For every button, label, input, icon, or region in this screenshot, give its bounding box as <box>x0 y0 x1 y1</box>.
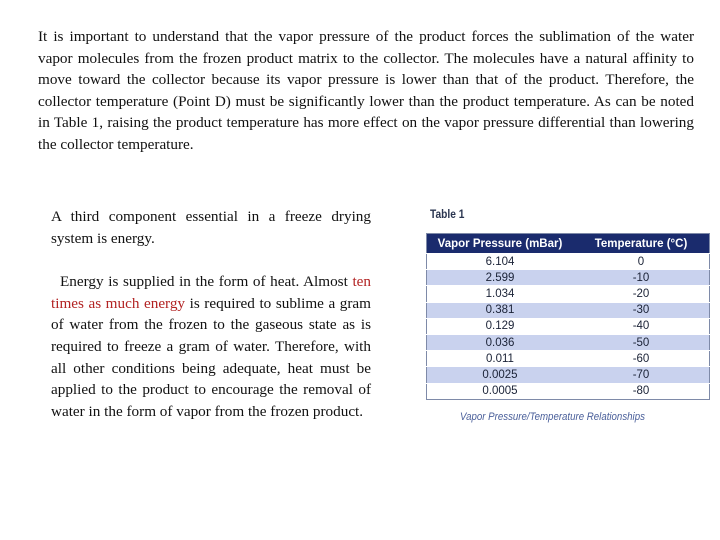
temperature-cell: -20 <box>573 286 710 302</box>
temperature-cell: -40 <box>573 318 710 334</box>
table-header-row <box>427 234 710 254</box>
energy-detail-text-start: Energy is supplied in the form of heat. Almost <box>60 273 353 291</box>
header-vapor-pressure: Vapor Pressure (mBar) <box>427 234 574 254</box>
header-temperature: Temperature (°C) <box>573 234 710 254</box>
vapor-pressure-table <box>426 233 710 400</box>
vapor-pressure-cell: 6.104 <box>427 254 574 270</box>
vapor-pressure-cell: 2.599 <box>427 270 574 286</box>
table-row <box>427 367 710 383</box>
energy-section <box>51 206 371 422</box>
table-row <box>427 302 710 318</box>
temperature-cell: -80 <box>573 383 710 399</box>
energy-highlight-text: ten times as much energy <box>51 273 371 312</box>
table-caption: Table 1 <box>430 207 465 221</box>
table-row <box>427 351 710 367</box>
intro-paragraph: It is important to understand that the vapor pressure of the product forces the sublimation of the water vapor molecules from the frozen product matrix to the collector. The molecules have a natural affinity to move toward the collector because its vapor pressure is lower than that of the product. Therefore, the collector temperature (Point D) must be significantly lower than the product temperature. As can be noted in Table 1, raising the product temperature has more effect on the vapor pressure differential than lowering the collector temperature. <box>38 28 694 153</box>
temperature-cell: -50 <box>573 334 710 350</box>
table-row <box>427 318 710 334</box>
table-row <box>427 254 710 270</box>
temperature-cell: -10 <box>573 270 710 286</box>
vapor-pressure-cell: 0.011 <box>427 351 574 367</box>
vapor-pressure-cell: 0.381 <box>427 302 574 318</box>
vapor-pressure-cell: 0.0005 <box>427 383 574 399</box>
temperature-cell: -70 <box>573 367 710 383</box>
table-row <box>427 334 710 350</box>
energy-detail-paragraph <box>51 271 371 422</box>
temperature-cell: 0 <box>573 254 710 270</box>
temperature-cell: -60 <box>573 351 710 367</box>
vapor-pressure-cell: 0.036 <box>427 334 574 350</box>
table-row <box>427 270 710 286</box>
vapor-pressure-cell: 0.129 <box>427 318 574 334</box>
energy-detail-text-end: is required to sublime a gram of water from the frozen to the gaseous state as is required to freeze a gram of water. Therefore, with all other conditions being adequate, heat must be applied to the product to encourage the removal of water in the form of vapor from the frozen product. <box>51 294 371 420</box>
energy-intro-paragraph: A third component essential in a freeze drying system is energy. <box>51 208 371 247</box>
table-row <box>427 286 710 302</box>
temperature-cell: -30 <box>573 302 710 318</box>
vapor-pressure-cell: 1.034 <box>427 286 574 302</box>
table-row <box>427 383 710 399</box>
table-footnote: Vapor Pressure/Temperature Relationships <box>460 411 645 423</box>
vapor-pressure-cell: 0.0025 <box>427 367 574 383</box>
